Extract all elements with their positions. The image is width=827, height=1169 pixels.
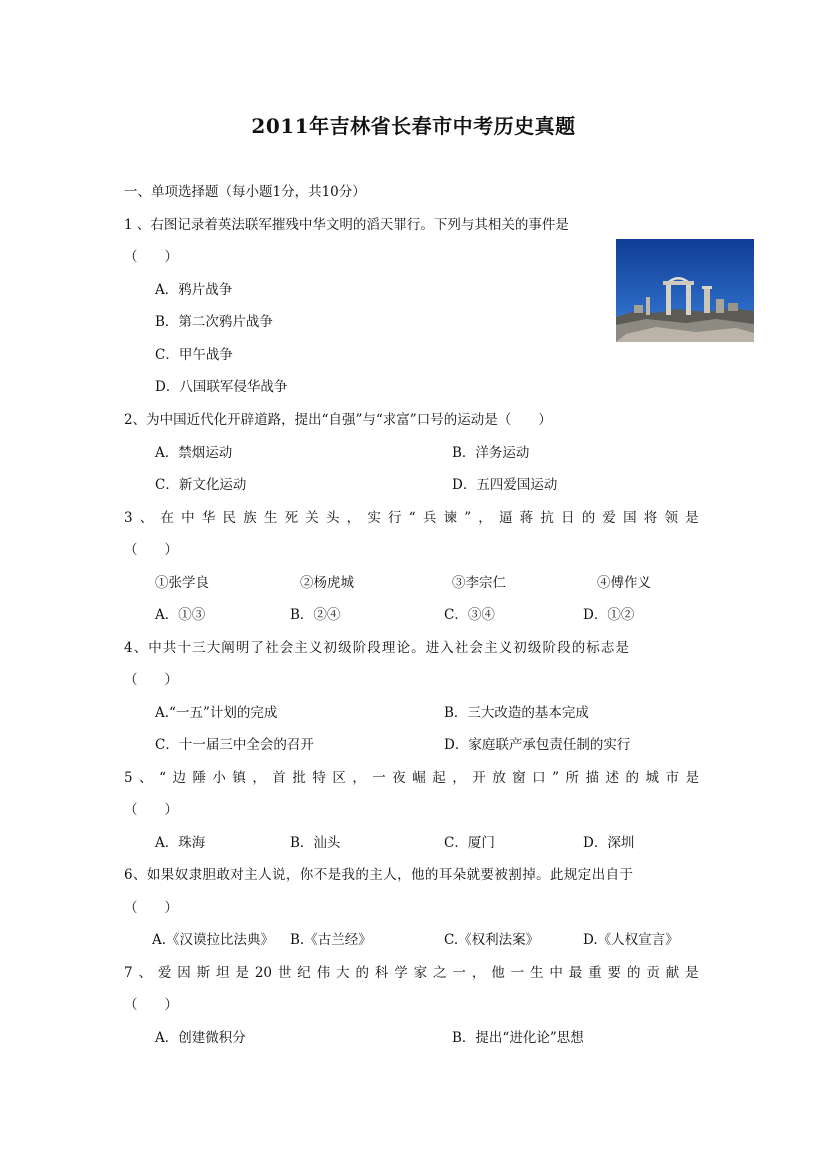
question-6-paren: （ ） (124, 900, 178, 916)
q4-option-d: D．家庭联产承包责任制的实行 (444, 737, 631, 753)
q2-option-b: B．洋务运动 (452, 445, 530, 461)
q7-stem-char: 20 (254, 965, 273, 981)
question-3-stem (124, 509, 699, 527)
q3-stem-char: 将 (643, 510, 658, 526)
q3-stem-char: 是 (685, 510, 699, 526)
q3-stem-char: 国 (623, 510, 637, 526)
q7-stem-char: ， (471, 965, 486, 981)
q5-stem-char: 的 (625, 770, 639, 786)
question-1-paren: （ ） (124, 249, 178, 265)
q3-item-1: ①张学良 (155, 575, 209, 591)
q7-stem-char: 伟 (316, 965, 331, 981)
q3-stem-char: ” (464, 510, 472, 526)
q5-stem-char: 城 (645, 770, 659, 786)
q7-stem-char: 重 (588, 965, 602, 981)
q5-stem-char: 所 (565, 770, 580, 786)
q1-option-a: A．鸦片战争 (155, 282, 233, 298)
q5-stem-char: 市 (665, 770, 679, 786)
q3-stem-char: 逼 (498, 510, 513, 526)
q5-stem-char: 起 (432, 770, 446, 786)
q3-item-4: ④傅作义 (597, 575, 651, 591)
q3-stem-char: 民 (222, 510, 237, 526)
q3-stem-char: ， (346, 510, 361, 526)
q7-stem-char: 一 (452, 965, 466, 981)
page-title: 2011年吉林省长春市中考历史真题 (251, 114, 576, 138)
q3-stem-char: 中 (181, 510, 195, 526)
q7-stem-char: 最 (568, 965, 583, 981)
q5-stem-char: 崛 (412, 770, 426, 786)
q7-stem-char: 7 (124, 965, 133, 981)
q3-stem-char: ， (478, 510, 492, 526)
q5-stem-char: 区 (332, 770, 346, 786)
q5-stem-char: 窗 (512, 770, 526, 786)
q5-stem-char: 述 (605, 770, 620, 786)
q7-stem-char: 的 (626, 965, 641, 981)
q5-stem-char: 镇 (232, 770, 246, 786)
q5-stem-char: 小 (212, 770, 226, 786)
q3-stem-char: 关 (305, 510, 319, 526)
q7-stem-char: 之 (433, 965, 447, 981)
q7-stem-char: 他 (491, 965, 505, 981)
yuanmingyuan-ruins-image (616, 239, 754, 342)
q7-stem-char: 中 (549, 965, 563, 981)
q3-stem-char: 蒋 (519, 510, 534, 526)
q3-stem-char: 头 (325, 510, 340, 526)
q3-option-b: B．②④ (290, 607, 341, 623)
q3-stem-char: 族 (243, 510, 257, 526)
q2-option-d: D．五四爱国运动 (452, 477, 558, 493)
q7-stem-char: 大 (336, 965, 350, 981)
q7-stem-char: 斯 (196, 965, 211, 981)
q7-stem-char: 世 (277, 965, 292, 981)
q3-item-2: ②杨虎城 (300, 575, 354, 591)
q7-stem-char: 一 (510, 965, 525, 981)
question-7-paren: （ ） (124, 997, 178, 1013)
q3-stem-char: 谏 (443, 510, 457, 526)
q5-stem-char: 首 (272, 770, 286, 786)
q7-stem-char: 、 (138, 965, 152, 981)
q5-stem-char: 特 (312, 770, 326, 786)
q3-option-c: C．③④ (444, 607, 495, 623)
q5-stem-char: 边 (172, 770, 186, 786)
ruins-photo (616, 239, 754, 342)
q1-option-c: C．甲午战争 (155, 347, 233, 363)
q5-stem-char: “ (159, 770, 166, 786)
q5-stem-char: 陲 (192, 770, 206, 786)
section-heading: 一、单项选择题（每小题1分，共10分） (124, 184, 366, 200)
q2-option-a: A．禁烟运动 (155, 445, 233, 461)
q5-stem-char: 批 (292, 770, 306, 786)
q3-stem-char: 3 (124, 510, 133, 526)
q5-stem-char: 描 (585, 770, 600, 786)
q6-option-c: C.《权利法案》 (444, 932, 540, 948)
q3-stem-char: 、 (139, 510, 154, 526)
q1-option-b: B．第二次鸦片战争 (155, 314, 273, 330)
q3-item-3: ③李宗仁 (452, 575, 506, 591)
q5-stem-char: 开 (472, 770, 486, 786)
q5-option-d: D．深圳 (583, 835, 635, 851)
q7-stem-char: 是 (235, 965, 249, 981)
q3-stem-char: 华 (201, 510, 216, 526)
q7-option-b: B．提出“进化论”思想 (452, 1030, 584, 1046)
question-4-stem: 4、中共十三大阐明了社会主义初级阶段理论。进入社会主义初级阶段的标志是 (124, 640, 631, 656)
question-5-stem (124, 769, 699, 787)
q7-stem-char: 的 (355, 965, 369, 981)
q3-stem-char: 实 (367, 510, 381, 526)
question-7-stem (124, 964, 699, 982)
q5-option-c: C．厦门 (444, 835, 495, 851)
q7-stem-char: 生 (529, 965, 544, 981)
question-2-stem: 2、为中国近代化开辟道路，提出“自强”与“求富”口号的运动是（ ） (124, 412, 552, 428)
q2-option-c: C．新文化运动 (155, 477, 247, 493)
q7-stem-char: 要 (607, 965, 622, 981)
q6-option-d: D.《人权宣言》 (583, 932, 679, 948)
q3-stem-char: 的 (581, 510, 596, 526)
q5-stem-char: 、 (139, 770, 153, 786)
q3-stem-char: 在 (160, 510, 174, 526)
q7-stem-char: 纪 (297, 965, 311, 981)
q7-stem-char: 爱 (157, 965, 172, 981)
q7-stem-char: 科 (374, 965, 389, 981)
q5-stem-char: ， (252, 770, 266, 786)
q3-stem-char: 领 (664, 510, 678, 526)
q5-stem-char: 口 (532, 770, 546, 786)
q5-stem-char: 5 (124, 770, 133, 786)
q3-stem-char: 行 (388, 510, 402, 526)
q6-option-a: A.《汉谟拉比法典》 (152, 932, 275, 948)
q1-option-d: D．八国联军侵华战争 (155, 379, 288, 395)
q3-stem-char: 兵 (422, 510, 437, 526)
q5-option-a: A．珠海 (155, 835, 206, 851)
q3-option-d: D．①② (583, 607, 635, 623)
q4-option-a: A.“一五”计划的完成 (155, 705, 278, 721)
q4-option-b: B．三大改造的基本完成 (444, 705, 589, 721)
q7-stem-char: 献 (665, 965, 680, 981)
q3-stem-char: 生 (263, 510, 278, 526)
q7-stem-char: 坦 (216, 965, 230, 981)
q3-stem-char: 爱 (602, 510, 616, 526)
q3-option-a: A．①③ (155, 607, 206, 623)
q5-stem-char: 放 (492, 770, 506, 786)
q7-stem-char: 学 (394, 965, 408, 981)
q7-stem-char: 家 (413, 965, 428, 981)
q5-stem-char: 是 (685, 770, 699, 786)
q7-stem-char: 因 (177, 965, 191, 981)
q3-stem-char: 死 (284, 510, 299, 526)
question-5-paren: （ ） (124, 802, 178, 818)
q7-stem-char: 是 (685, 965, 699, 981)
q4-option-c: C．十一届三中全会的召开 (155, 737, 314, 753)
q5-stem-char: ” (552, 770, 560, 786)
q5-stem-char: 夜 (392, 770, 406, 786)
question-3-paren: （ ） (124, 542, 178, 558)
q7-stem-char: 贡 (646, 965, 660, 981)
q5-stem-char: ， (352, 770, 366, 786)
q5-option-b: B．汕头 (290, 835, 341, 851)
q7-option-a: A．创建微积分 (155, 1030, 246, 1046)
q3-stem-char: “ (408, 510, 416, 526)
q6-option-b: B.《古兰经》 (290, 932, 372, 948)
question-1-stem: 1 、右图记录着英法联军摧残中华文明的滔天罪行。下列与其相关的事件是 (124, 217, 569, 233)
q5-stem-char: ， (452, 770, 466, 786)
question-4-paren: （ ） (124, 672, 178, 688)
q3-stem-char: 日 (561, 510, 575, 526)
q5-stem-char: 一 (372, 770, 386, 786)
question-6-stem: 6、如果奴隶胆敢对主人说，你不是我的主人，他的耳朵就要被割掉。此规定出自于 (124, 867, 634, 883)
q3-stem-char: 抗 (540, 510, 554, 526)
